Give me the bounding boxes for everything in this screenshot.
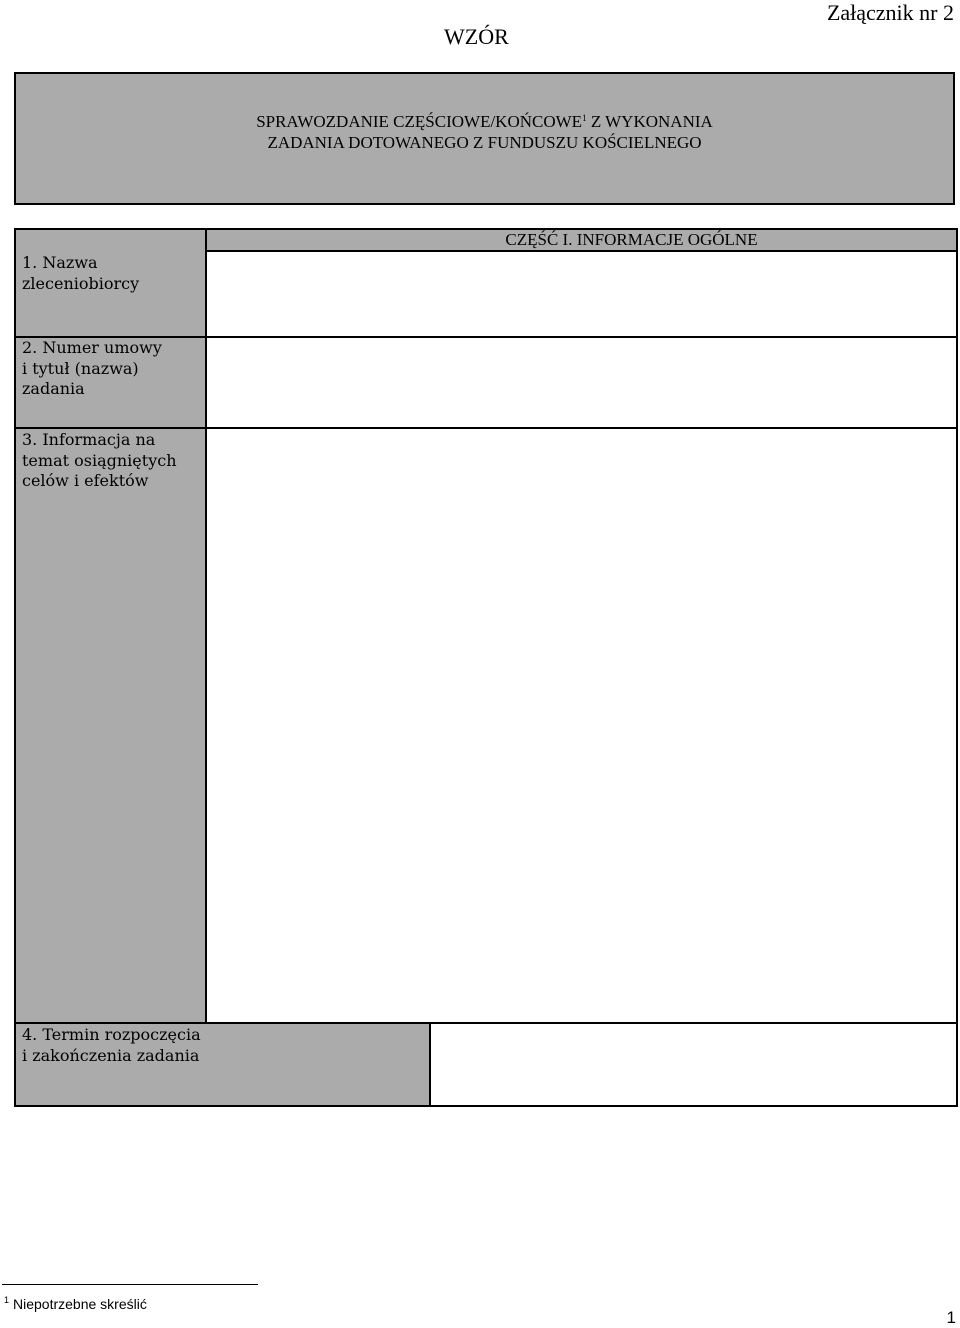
footnote — [4, 1291, 147, 1313]
field-1-label-cell — [14, 228, 207, 338]
field-1-label-line-1: 1. Nazwa — [22, 253, 98, 272]
field-3-value-cell[interactable] — [205, 427, 958, 1024]
field-1-label-line-2: zleceniobiorcy — [22, 273, 140, 293]
field-3-label-cell — [14, 427, 207, 1024]
field-2-value-cell[interactable] — [205, 336, 958, 429]
field-2-label-line-3: zadania — [22, 379, 85, 398]
field-4-label-line-1: 4. Termin rozpoczęcia — [22, 1025, 201, 1044]
footnote-number: 1 — [4, 1295, 10, 1305]
template-label: WZÓR — [444, 24, 509, 49]
report-title-box — [14, 72, 955, 205]
annex-label: Załącznik nr 2 — [826, 0, 954, 25]
section-heading: CZĘŚĆ I. INFORMACJE OGÓLNE — [205, 228, 958, 252]
report-title-line-1 — [16, 108, 953, 132]
footnote-separator — [2, 1284, 258, 1285]
title-footnote-marker: 1 — [582, 113, 587, 123]
report-title — [16, 108, 953, 153]
page-number: 1 — [946, 1308, 956, 1327]
field-4-label-cell — [14, 1022, 431, 1107]
footnote-text: Niepotrzebne skreślić — [13, 1296, 147, 1312]
field-2-label-cell — [14, 336, 207, 429]
field-4-value-cell[interactable] — [429, 1022, 958, 1107]
title-line1-tail: Z WYKONANIA — [586, 112, 713, 131]
field-3-label-line-2: temat osiągniętych — [22, 450, 177, 470]
field-3-label-line-1: 3. Informacja na — [22, 430, 156, 449]
report-title-line-2: ZADANIA DOTOWANEGO Z FUNDUSZU KOŚCIELNEGO — [267, 133, 702, 152]
field-3-label-line-3: celów i efektów — [22, 471, 149, 490]
field-2-label-line-1: 2. Numer umowy — [22, 338, 162, 357]
field-1-value-cell[interactable] — [205, 250, 958, 338]
field-4-label-line-2: i zakończenia zadania — [22, 1045, 200, 1065]
field-2-label-line-2: i tytuł (nazwa) — [22, 358, 139, 378]
title-line1-text: SPRAWOZDANIE CZĘŚCIOWE/KOŃCOWE — [256, 112, 583, 131]
